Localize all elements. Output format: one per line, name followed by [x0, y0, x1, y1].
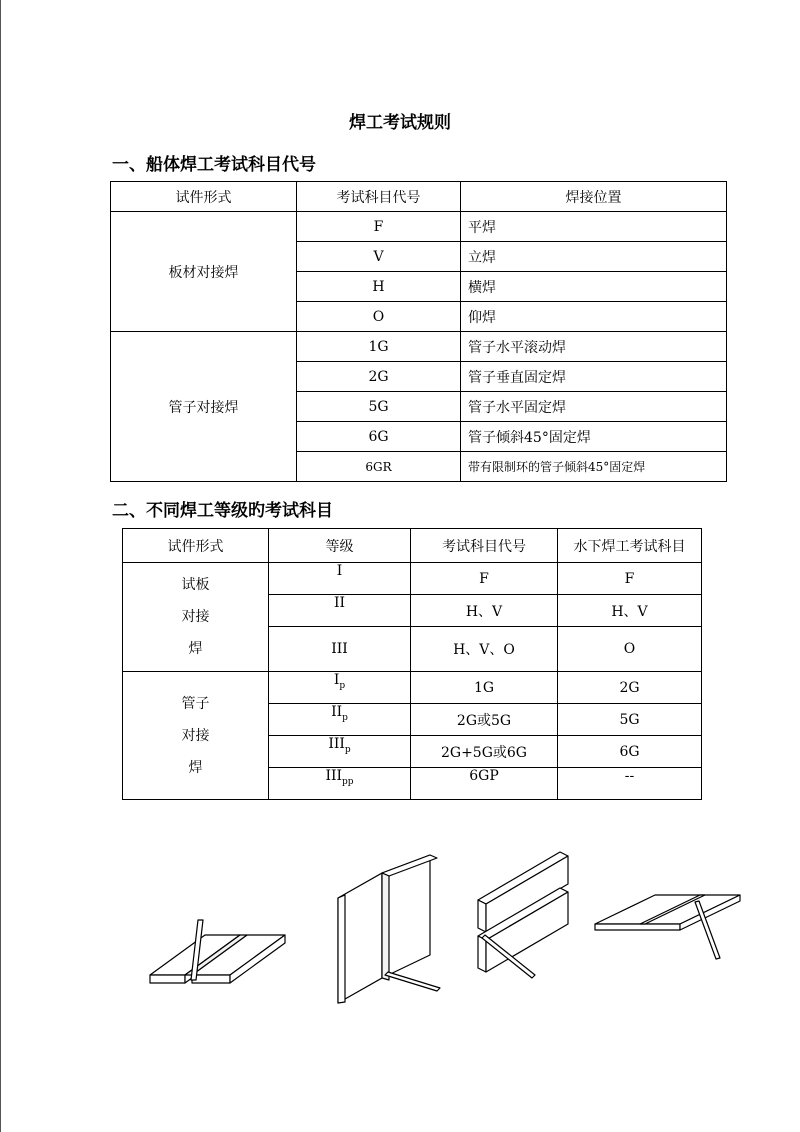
form-line: 试板	[181, 577, 210, 593]
code-cell: H、V、O	[411, 627, 558, 672]
header-cell: 等级	[269, 529, 411, 563]
code-cell: V	[297, 242, 461, 272]
position-cell: 带有限制环的管子倾斜45°固定焊	[461, 452, 727, 482]
grade-label: I	[336, 563, 343, 579]
grade-table	[122, 528, 702, 800]
grade-cell	[269, 672, 411, 704]
section-heading-2: 二、不同焊工等级旳考试科目	[112, 501, 333, 521]
underwater-cell: 5G	[558, 704, 702, 736]
code-cell: 2G	[297, 362, 461, 392]
header-cell: 试件形式	[111, 182, 297, 212]
table-row	[111, 212, 727, 242]
grade-cell	[269, 736, 411, 768]
weld-position-figures	[0, 840, 800, 1010]
position-cell: 横焊	[461, 272, 727, 302]
code-cell: F	[411, 563, 558, 595]
position-cell: 管子水平滚动焊	[461, 332, 727, 362]
underwater-cell: H、V	[558, 595, 702, 627]
grade-label: II	[333, 595, 346, 611]
form-cell: 管子对接焊	[111, 332, 297, 482]
form-cell	[123, 672, 269, 800]
grade-label: II	[331, 704, 343, 720]
underwater-cell: 6G	[558, 736, 702, 768]
flat-weld-figure	[150, 920, 285, 983]
position-cell: 管子水平固定焊	[461, 392, 727, 422]
weld-code-table	[110, 181, 727, 482]
grade-cell	[269, 627, 411, 672]
grade-cell	[269, 768, 411, 800]
code-cell: 2G+5G或6G	[411, 736, 558, 768]
position-cell: 管子垂直固定焊	[461, 362, 727, 392]
section-heading-1: 一、船体焊工考试科目代号	[112, 155, 316, 175]
code-cell: 1G	[411, 672, 558, 704]
form-line: 管子	[181, 695, 210, 712]
position-cell: 立焊	[461, 242, 727, 272]
table-header-row	[123, 529, 702, 563]
page-title: 焊工考试规则	[349, 113, 451, 133]
code-cell: 6GP	[411, 768, 558, 800]
form-line: 对接	[181, 727, 210, 744]
header-cell: 焊接位置	[461, 182, 727, 212]
code-cell: O	[297, 302, 461, 332]
underwater-cell: --	[558, 768, 702, 800]
underwater-cell: 2G	[558, 672, 702, 704]
code-cell: H、V	[411, 595, 558, 627]
table-row	[123, 672, 702, 704]
grade-label: III	[325, 768, 343, 784]
grade-cell	[269, 595, 411, 627]
header-cell: 试件形式	[123, 529, 269, 563]
grade-cell	[269, 704, 411, 736]
table-row	[123, 563, 702, 595]
position-cell: 平焊	[461, 212, 727, 242]
grade-subscript: p	[342, 712, 348, 723]
form-cell	[123, 563, 269, 672]
underwater-cell: O	[558, 627, 702, 672]
grade-subscript: pp	[342, 776, 354, 787]
code-cell: 6G	[297, 422, 461, 452]
code-cell: F	[297, 212, 461, 242]
header-cell: 考试科目代号	[411, 529, 558, 563]
header-cell: 水下焊工考试科目	[558, 529, 702, 563]
underwater-cell: F	[558, 563, 702, 595]
grade-label: III	[331, 641, 348, 657]
form-line: 焊	[188, 759, 203, 776]
horizontal-weld-figure	[478, 852, 568, 978]
code-cell: 1G	[297, 332, 461, 362]
code-cell: 5G	[297, 392, 461, 422]
grade-label: I	[333, 672, 340, 688]
form-cell: 板材对接焊	[111, 212, 297, 332]
table-row	[111, 332, 727, 362]
grade-label: III	[328, 736, 345, 752]
grade-cell	[269, 563, 411, 595]
grade-subscript: p	[344, 744, 351, 755]
position-cell: 管子倾斜45°固定焊	[461, 422, 727, 452]
code-cell: 6GR	[297, 452, 461, 482]
vertical-weld-figure	[338, 855, 440, 1003]
overhead-weld-figure	[595, 895, 740, 959]
code-cell: H	[297, 272, 461, 302]
form-line: 对接	[181, 609, 210, 625]
form-line: 焊	[188, 641, 203, 657]
grade-subscript: p	[339, 680, 346, 691]
position-cell: 仰焊	[461, 302, 727, 332]
header-cell: 考试科目代号	[297, 182, 461, 212]
code-cell: 2G或5G	[411, 704, 558, 736]
table-header-row	[111, 182, 727, 212]
